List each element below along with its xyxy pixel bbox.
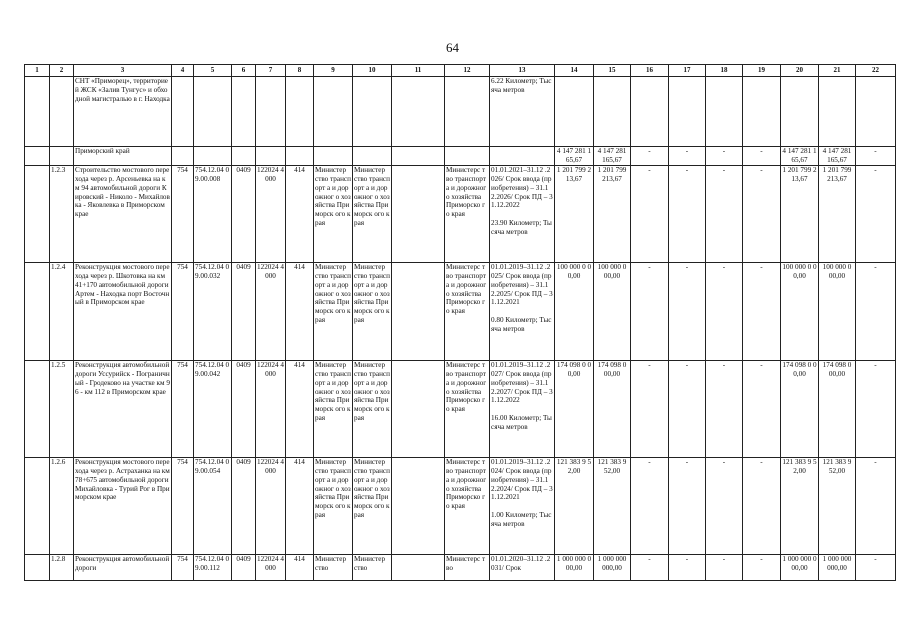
table-cell-c6: 0409 [232,554,256,580]
table-cell-c11 [392,147,445,166]
table-cell-c14: 4 147 281 165,67 [555,147,594,166]
table-cell-c7: 122024 4000 [256,262,286,360]
table-cell-c11 [392,77,445,147]
col-num: 22 [856,65,896,77]
table-cell-c5: 754.12.04 09.00.054 [194,457,232,554]
table-cell-c9: Министер ство транспорт а и дорожног о хозяйства Приморск ого края [314,360,353,457]
table-cell-c22: - [856,360,896,457]
table-cell-no: 1.2.4 [50,262,74,360]
table-row [25,77,896,147]
table-cell-c4 [172,77,194,147]
table-cell [25,147,50,166]
table-cell-c11 [392,165,445,262]
table-cell-c12 [445,77,490,147]
table-row [25,554,896,580]
table-cell-c20: 100 000 0 00,00 [781,262,819,360]
table-cell-c20: 1 201 799 213,67 [781,165,819,262]
table-cell-c11 [392,262,445,360]
table-cell-c13: 01.01.2020–31.12 .2031/ Срок [490,554,555,580]
table-cell-c16: - [631,554,669,580]
table-cell-c17: - [669,147,706,166]
table-cell-c11 [392,360,445,457]
table-cell-c6: 0409 [232,360,256,457]
table-cell-c12 [445,147,490,166]
table-cell-c14: 174 098 0 00,00 [555,360,594,457]
table-cell [25,554,50,580]
table-cell-c12: Министерс тво транспорта и дорожного хозяйства Приморско го края [445,457,490,554]
table-cell-c16: - [631,262,669,360]
table-cell-c4: 754 [172,165,194,262]
table-cell-c4 [172,147,194,166]
col-num: 5 [194,65,232,77]
table-cell-name: Реконструкция автомобильной дороги Уссурийск - Пограничный - Гродеково на участке км 96 - км 112 в Приморском крае [74,360,172,457]
table-cell-no: 1.2.8 [50,554,74,580]
table-cell-c17: - [669,262,706,360]
col-num: 2 [50,65,74,77]
table-cell-c10 [353,77,392,147]
table-cell-c19: - [743,457,781,554]
table-cell-c6: 0409 [232,165,256,262]
table-cell-no: 1.2.6 [50,457,74,554]
table-cell-c4: 754 [172,554,194,580]
table-cell-c12: Министерс тво транспорта и дорожного хозяйства Приморско го края [445,262,490,360]
table-cell-c10: Министер ство транспорт а и дорожног о хозяйства Приморск ого края [353,457,392,554]
table-cell-no: 1.2.3 [50,165,74,262]
col-num: 18 [706,65,743,77]
table-cell-c17: - [669,165,706,262]
table-cell-c9: Министер ство транспорт а и дорожног о хозяйства Приморск ого края [314,457,353,554]
table-cell-c5: 754.12.04 09.00.032 [194,262,232,360]
table-cell [25,457,50,554]
col-num: 7 [256,65,286,77]
table-cell-c5: 754.12.04 09.00.008 [194,165,232,262]
table-cell-c10 [353,147,392,166]
table-cell-c5: 754.12.04 09.00.042 [194,360,232,457]
col-num: 10 [353,65,392,77]
table-cell-c15: 1 000 000 000,00 [594,554,631,580]
col-num: 19 [743,65,781,77]
table-cell-c4: 754 [172,262,194,360]
table-cell-c19 [743,77,781,147]
table-cell-c8 [286,77,314,147]
table-cell-c18: - [706,360,743,457]
col-num: 15 [594,65,631,77]
col-num: 16 [631,65,669,77]
table-cell-c14: 1 000 000 000,00 [555,554,594,580]
table-cell-name: Приморский край [74,147,172,166]
table-cell-c13: 01.01.2021–31.12 .2026/ Срок ввода (приобретения) – 31.12.2026/ Срок ПД – 31.12.2022 23.90 Километр; Тысяча метров [490,165,555,262]
table-cell-c22 [856,77,896,147]
table-cell-c10: Министер ство транспорт а и дорожног о хозяйства Приморск ого края [353,360,392,457]
table-cell-name: Реконструкция мостового перехода через р. Астраханка на км 78+675 автомобильной дороги Михайловка - Турий Рог в Приморском крае [74,457,172,554]
col-num: 21 [819,65,856,77]
table-cell-c15: 1 201 799 213,67 [594,165,631,262]
table-cell-c7: 122024 4000 [256,457,286,554]
column-number-row [25,65,896,77]
table-cell-c14: 100 000 0 00,00 [555,262,594,360]
table-cell-c8 [286,147,314,166]
table-cell-c11 [392,457,445,554]
table-cell-c19: - [743,360,781,457]
table-cell-c18 [706,77,743,147]
table-cell-c16: - [631,360,669,457]
table-cell-c17: - [669,360,706,457]
table-cell-c15: 100 000 0 00,00 [594,262,631,360]
table-cell-c16 [631,77,669,147]
col-num: 8 [286,65,314,77]
table-cell [25,165,50,262]
table-cell-c8: 414 [286,360,314,457]
table-cell-c10: Министер ство [353,554,392,580]
table-cell-c9: Министер ство [314,554,353,580]
table-cell-c17: - [669,457,706,554]
register-table [24,64,896,581]
col-num: 14 [555,65,594,77]
table-cell-name: Реконструкция автомобильной дороги [74,554,172,580]
table-cell-c14: 121 383 9 52,00 [555,457,594,554]
col-num: 12 [445,65,490,77]
table-cell-c10: Министер ство транспорт а и дорожног о хозяйства Приморск ого края [353,262,392,360]
table-cell-c19: - [743,262,781,360]
table-cell [25,360,50,457]
table-cell-no [50,147,74,166]
table-cell-c18: - [706,262,743,360]
table-cell-c18: - [706,554,743,580]
table-cell-c9: Министер ство транспорт а и дорожног о хозяйства Приморск ого края [314,165,353,262]
col-num: 11 [392,65,445,77]
table-row [25,165,896,262]
table-cell-c7: 122024 4000 [256,165,286,262]
table-row [25,262,896,360]
table-cell-c15: 174 098 0 00,00 [594,360,631,457]
table-cell-c20: 121 383 9 52,00 [781,457,819,554]
table-cell-c20: 174 098 0 00,00 [781,360,819,457]
table-cell-no: 1.2.5 [50,360,74,457]
table-cell-c16: - [631,457,669,554]
table-cell-c17 [669,77,706,147]
table-cell-c9 [314,77,353,147]
table-cell-c8: 414 [286,262,314,360]
table-cell-c22: - [856,554,896,580]
col-num: 6 [232,65,256,77]
table-cell-c9 [314,147,353,166]
table-cell-c15 [594,77,631,147]
table-cell-c5 [194,147,232,166]
table-cell-c16: - [631,147,669,166]
table-cell-c20: 1 000 000 000,00 [781,554,819,580]
table-cell-c21: 100 000 0 00,00 [819,262,856,360]
table-cell-c6: 0409 [232,262,256,360]
table-cell-name: Реконструкция мостового перехода через р. Шкотовка на км 41+170 автомобильной дороги Артем - Находка порт Восточный в Приморском крае [74,262,172,360]
table-cell-c18: - [706,165,743,262]
table-cell-c14: 1 201 799 213,67 [555,165,594,262]
table-cell-c17: - [669,554,706,580]
table-cell-c13: 01.01.2019–31.12 .2025/ Срок ввода (приобретения) – 31.12.2025/ Срок ПД – 31.12.2021 0.80 Километр; Тысяча метров [490,262,555,360]
table-cell-c21: 174 098 0 00,00 [819,360,856,457]
table-cell-c6 [232,77,256,147]
page-number: 64 [446,40,459,55]
table-cell-c21: 1 000 000 000,00 [819,554,856,580]
table-cell-c13: 6.22 Километр; Тысяча метров [490,77,555,147]
table-cell-c7: 122024 4000 [256,554,286,580]
table-cell-c8: 414 [286,554,314,580]
table-cell-c22: - [856,165,896,262]
table-cell [25,262,50,360]
table-cell-c9: Министер ство транспорт а и дорожног о хозяйства Приморск ого края [314,262,353,360]
table-cell-c6: 0409 [232,457,256,554]
table-row [25,360,896,457]
table-cell-c21: 4 147 281 165,67 [819,147,856,166]
col-num: 1 [25,65,50,77]
table-cell-c15: 121 383 9 52,00 [594,457,631,554]
col-num: 3 [74,65,172,77]
table-cell-c21: 121 383 9 52,00 [819,457,856,554]
table-cell-c5: 754.12.04 09.00.112 [194,554,232,580]
table-cell-c12: Министерс тво транспорта и дорожного хозяйства Приморско го края [445,360,490,457]
table-cell-c19: - [743,554,781,580]
table-cell-c21: 1 201 799 213,67 [819,165,856,262]
table-cell-name: СНТ «Приморец», территорией ЖСК «Залив Тунгус» и обходной магистралью в г. Находка [74,77,172,147]
table-cell [25,77,50,147]
col-num: 4 [172,65,194,77]
table-cell-c10: Министер ство транспорт а и дорожног о хозяйства Приморск ого края [353,165,392,262]
table-cell-c22: - [856,147,896,166]
table-cell-c15: 4 147 281 165,67 [594,147,631,166]
table-cell-c13 [490,147,555,166]
table-cell-c6 [232,147,256,166]
table-cell-c8: 414 [286,457,314,554]
col-num: 17 [669,65,706,77]
table-cell-c22: - [856,262,896,360]
table-cell-c7 [256,147,286,166]
table-cell-c18: - [706,457,743,554]
table-cell-c19: - [743,165,781,262]
table-cell-c19: - [743,147,781,166]
table-cell-c11 [392,554,445,580]
table-cell-c18: - [706,147,743,166]
table-cell-c20: 4 147 281 165,67 [782,147,817,164]
table-cell-c13: 01.01.2019–31.12 .2027/ Срок ввода (приобретения) – 31.12.2027/ Срок ПД – 31.12.2022 16.00 Километр; Тысяча метров [490,360,555,457]
table-row [25,457,896,554]
table-cell-c16: - [631,165,669,262]
table-cell-c22: - [856,457,896,554]
table-cell-c8: 414 [286,165,314,262]
table-cell-name: Строительство мостового перехода через р. Арсеньевка на км 94 автомобильной дороги Кировский - Николо - Михайловка - Яковлевка в Приморском крае [74,165,172,262]
table-cell-c4: 754 [172,457,194,554]
col-num: 20 [781,65,819,77]
col-num: 9 [314,65,353,77]
table-cell-c7 [256,77,286,147]
table-cell-c21 [819,77,856,147]
table-cell-c7: 122024 4000 [256,360,286,457]
table-cell-c14 [555,77,594,147]
table-cell-c20 [781,77,819,147]
col-num: 13 [490,65,555,77]
table-cell-c13: 01.01.2019–31.12 .2024/ Срок ввода (приобретения) – 31.12.2024/ Срок ПД – 31.12.2021 1.00 Километр; Тысяча метров [490,457,555,554]
table-cell-no [50,77,74,147]
table-row [25,147,896,166]
table-cell-c5 [194,77,232,147]
table-cell-c4: 754 [172,360,194,457]
table-cell-c12: Министерс тво транспорта и дорожного хозяйства Приморско го края [445,165,490,262]
table-cell-c12: Министерс тво [445,554,490,580]
